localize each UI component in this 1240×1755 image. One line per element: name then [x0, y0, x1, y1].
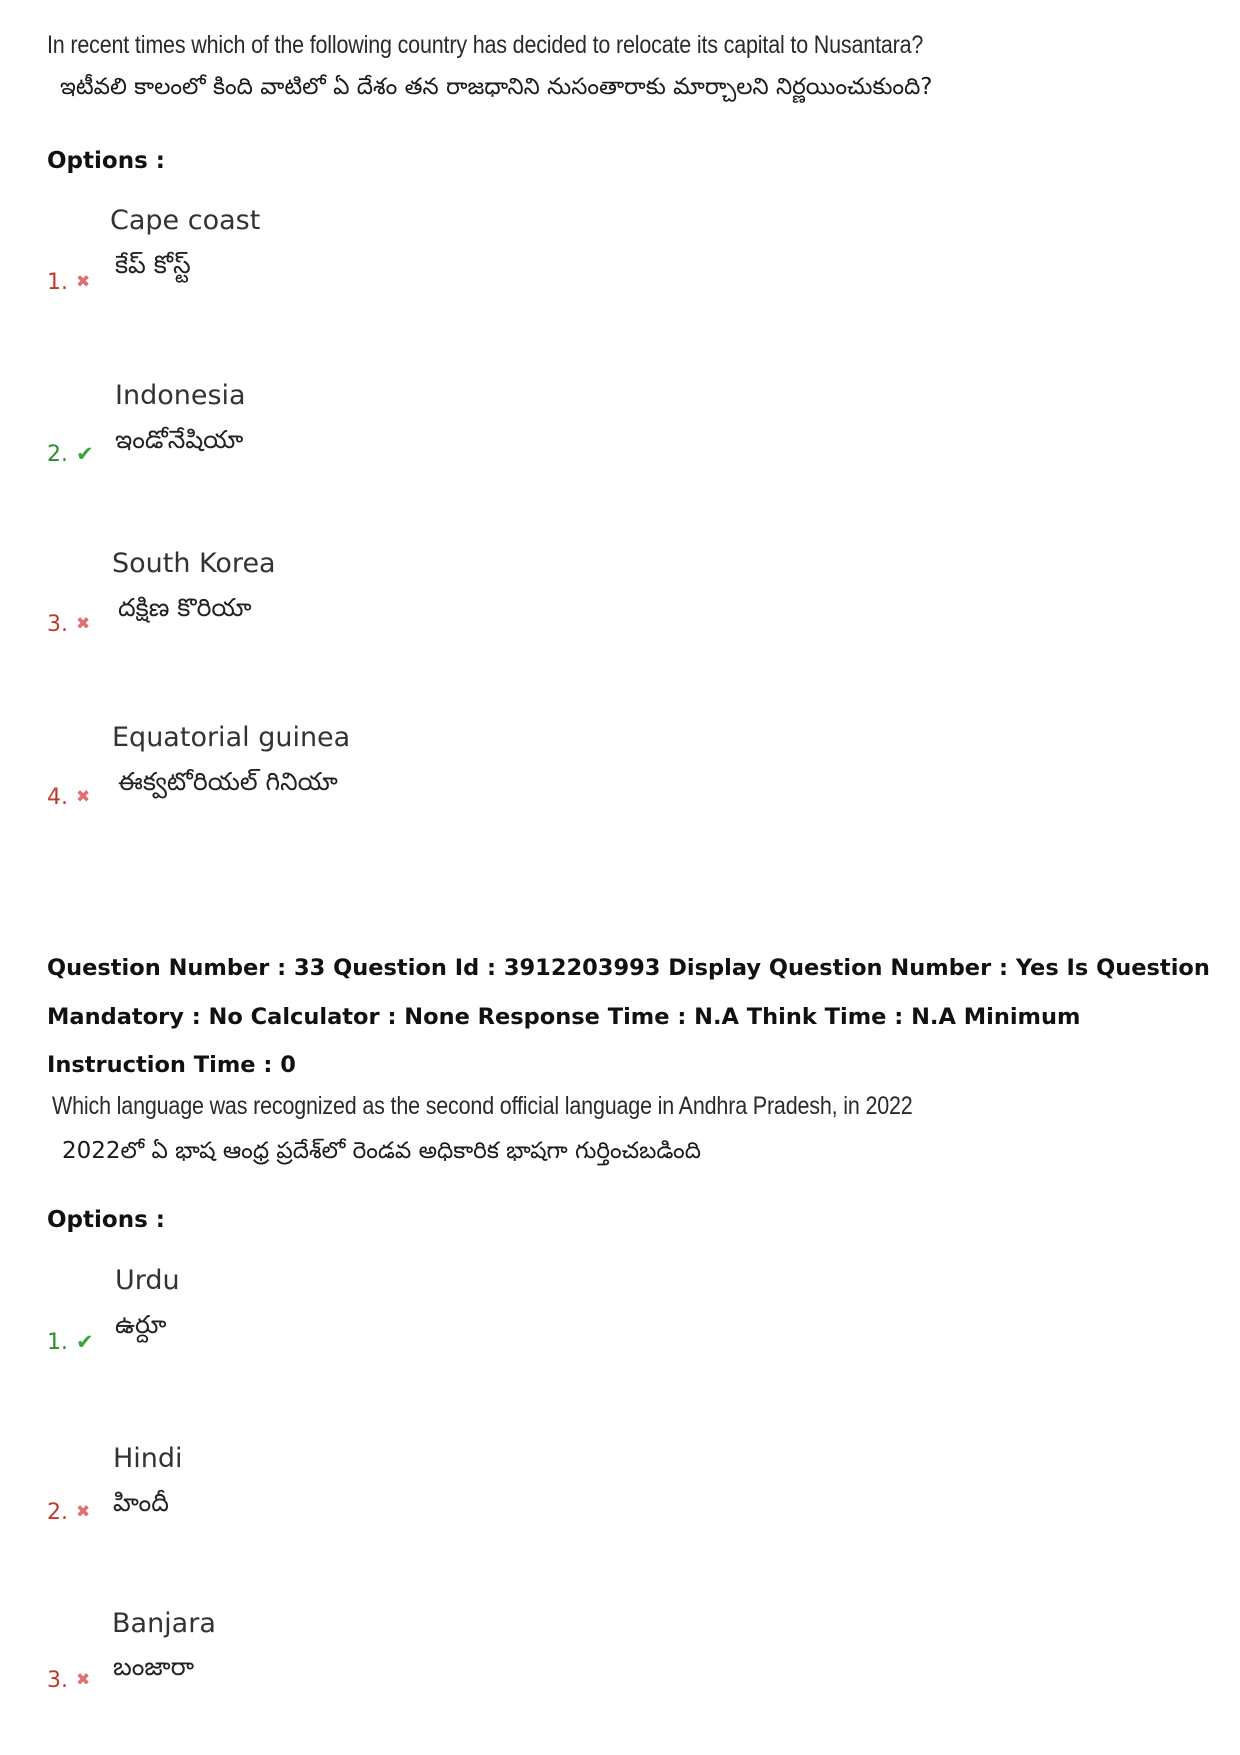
- cross-icon: ✖: [76, 272, 91, 292]
- q1-option-number-label: 3.: [47, 612, 68, 637]
- check-icon: ✔: [76, 1330, 94, 1354]
- q2-option-number-label: 3.: [47, 1668, 68, 1693]
- q1-option-1-text-en: Cape coast: [110, 205, 261, 236]
- q2-option-3-text-en: Banjara: [112, 1608, 216, 1639]
- q1-option-3-text-te: దక్షిణ కొరియా: [118, 593, 252, 622]
- question-2-text-te: 2022లో ఏ భాష ఆంధ్ర ప్రదేశ్‌లో రెండవ అధికారిక భాషగా గుర్తించబడింది: [62, 1138, 701, 1164]
- q2-option-3-text-te: బంజారా: [113, 1652, 195, 1681]
- q2-option-1-number: [47, 1330, 94, 1355]
- q2-option-number-label: 1.: [47, 1330, 68, 1355]
- q1-option-2-text-en: Indonesia: [115, 380, 246, 411]
- q1-option-4-text-te: ఈక్వటోరియల్ గినియా: [118, 767, 338, 796]
- q2-option-2-text-en: Hindi: [113, 1443, 183, 1474]
- question-1-text-te: ఇటీవలి కాలంలో కింది వాటిలో ఏ దేశం తన రాజధానిని నుసంతారాకు మార్చాలని నిర్ణయించుకుంది?: [60, 74, 933, 100]
- q1-option-3-number: [47, 612, 90, 637]
- question-2-options-label: Options :: [47, 1207, 165, 1233]
- q2-option-3-number: [47, 1668, 90, 1693]
- q2-option-number-label: 2.: [47, 1500, 68, 1525]
- cross-icon: ✖: [76, 614, 91, 634]
- cross-icon: ✖: [76, 1502, 91, 1522]
- q2-option-1-text-en: Urdu: [115, 1265, 180, 1296]
- q2-option-1-text-te: ఉర్దూ: [115, 1310, 167, 1339]
- q2-option-2-number: [47, 1500, 90, 1525]
- question-1-text-en: In recent times which of the following country has decided to relocate its capital to Nusantara?: [47, 31, 924, 59]
- q1-option-2-text-te: ఇండోనేషియా: [115, 425, 244, 454]
- question-2-text-en: Which language was recognized as the second official language in Andhra Pradesh, in 2022: [52, 1092, 913, 1120]
- q2-option-2-text-te: హిందీ: [113, 1488, 169, 1517]
- q1-option-1-number: [47, 270, 90, 295]
- check-icon: ✔: [76, 442, 94, 466]
- q1-option-number-label: 4.: [47, 785, 68, 810]
- q1-option-number-label: 1.: [47, 270, 68, 295]
- cross-icon: ✖: [76, 787, 91, 807]
- q1-option-4-number: [47, 785, 90, 810]
- question-1-options-label: Options :: [47, 148, 165, 174]
- cross-icon: ✖: [76, 1670, 91, 1690]
- question-2-meta: Question Number : 33 Question Id : 3912203993 Display Question Number : Yes Is Question Mandatory : No Calculator : None Response Time : N.A Think Time : N.A Minimum Instruction Time : 0: [47, 955, 1210, 1078]
- q1-option-2-number: [47, 442, 94, 467]
- q1-option-1-text-te: కేప్ కోస్ట్: [115, 250, 191, 279]
- q1-option-number-label: 2.: [47, 442, 68, 467]
- q1-option-3-text-en: South Korea: [112, 548, 276, 579]
- q1-option-4-text-en: Equatorial guinea: [112, 722, 351, 753]
